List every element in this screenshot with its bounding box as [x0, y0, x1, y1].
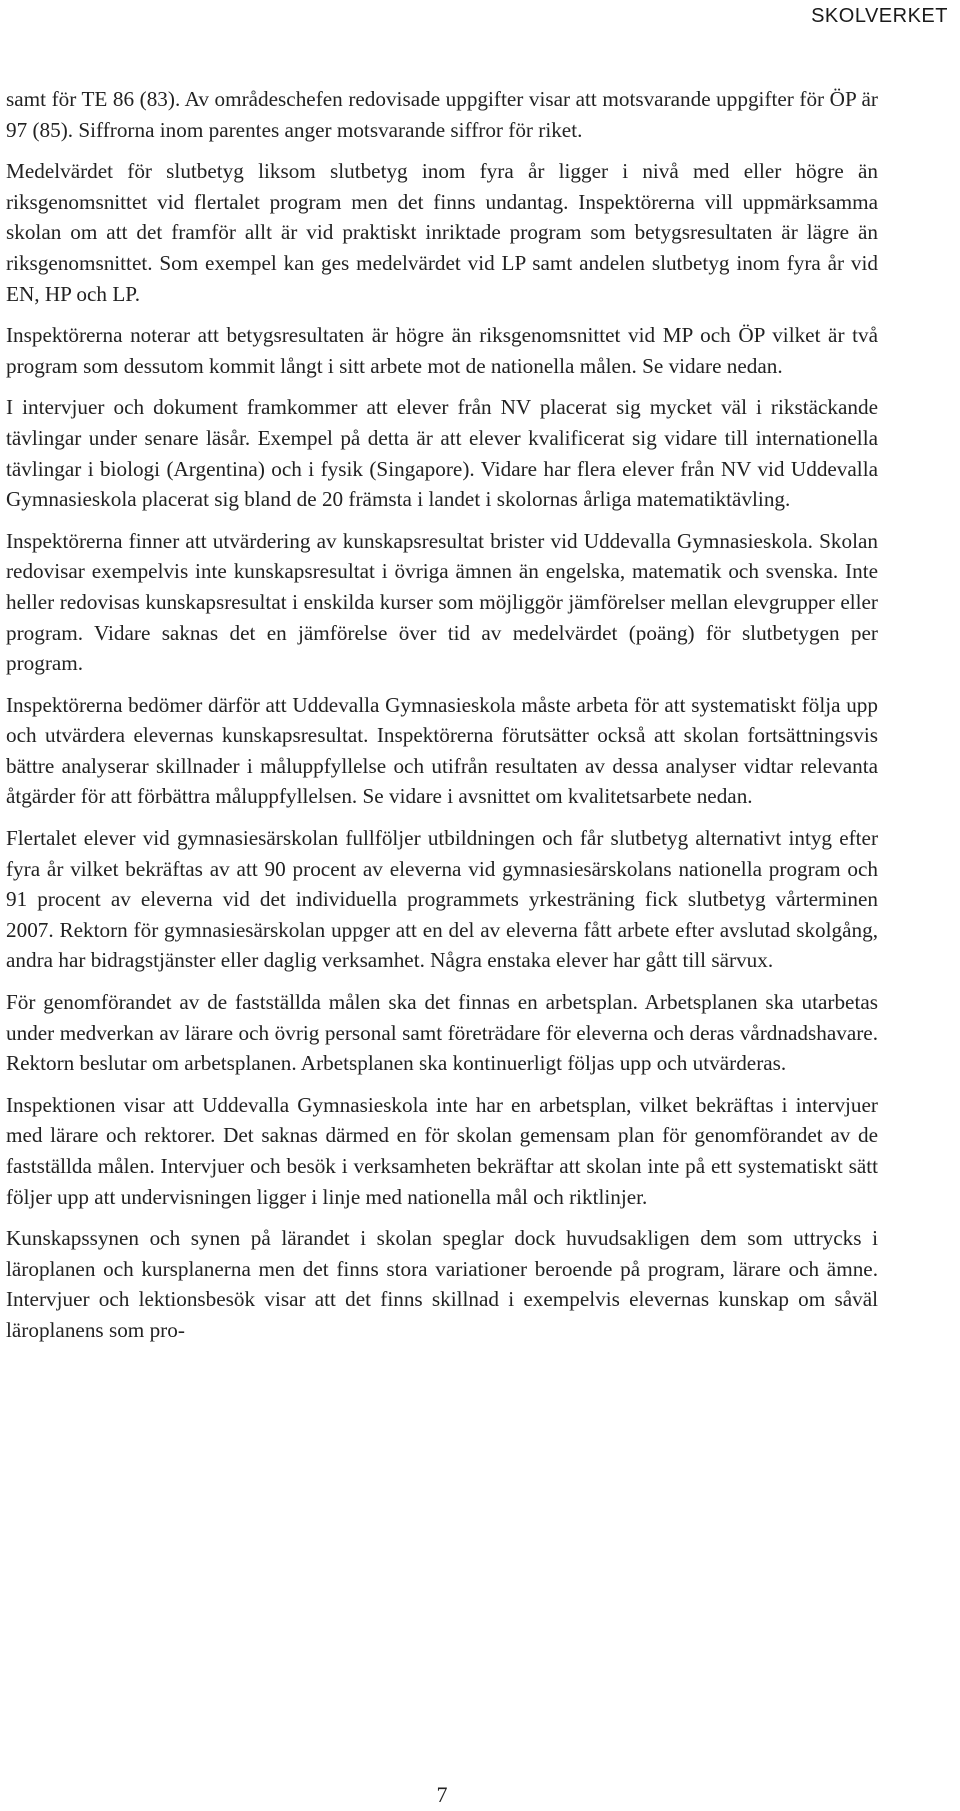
- document-header-label: SKOLVERKET: [811, 5, 948, 27]
- paragraph: Flertalet elever vid gymnasiesärskolan fullföljer utbildningen och får slutbetyg alternativt intyg efter fyra år vilket bekräftas av att 90 procent av eleverna vid gymnasiesärskolans nationella program och 91 procent av eleverna vid det individuella programmets yrkesträning fick slutbetyg vårterminen 2007. Rektorn för gymnasiesärskolan uppger att en del av eleverna fått arbete efter avslutad skolgång, andra har bidragstjänster eller daglig verksamhet. Några enstaka elever har gått till särvux.: [6, 826, 878, 973]
- document-body: [6, 84, 878, 1357]
- paragraph: I intervjuer och dokument framkommer att elever från NV placerat sig mycket väl i rikstäckande tävlingar under senare läsår. Exempel på detta är att elever kvalificerat sig vidare till internationella tävlingar i biologi (Argentina) och i fysik (Singapore). Vidare har flera elever från NV vid Uddevalla Gymnasieskola placerat sig bland de 20 främsta i landet i skolornas årliga matematiktävling.: [6, 395, 878, 512]
- paragraph: Medelvärdet för slutbetyg liksom slutbetyg inom fyra år ligger i nivå med eller högre än riksgenomsnittet vid flertalet program men det finns undantag. Inspektörerna vill uppmärksamma skolan om att det framför allt är vid praktiskt inriktade program som betygsresultaten är lägre än riksgenomsnittet. Som exempel kan ges medelvärdet vid LP samt andelen slutbetyg inom fyra år vid EN, HP och LP.: [6, 159, 878, 306]
- paragraph: Inspektionen visar att Uddevalla Gymnasieskola inte har en arbetsplan, vilket bekräftas i intervjuer med lärare och rektorer. Det saknas därmed en för skolan gemensam plan för genomförandet av de fastställda målen. Intervjuer och besök i verksamheten bekräftar att skolan inte på ett systematiskt sätt följer upp att undervisningen ligger i linje med nationella mål och riktlinjer.: [6, 1092, 878, 1209]
- paragraph: Kunskapssynen och synen på lärandet i skolan speglar dock huvudsakligen dem som uttrycks i läroplanen och kursplanerna men det finns stora variationer beroende på program, lärare och ämne. Intervjuer och lektionsbesök visar att det finns skillnad i exempelvis elevernas kunskap om såväl läroplanens som pro-: [6, 1226, 878, 1342]
- paragraph: Inspektörerna finner att utvärdering av kunskapsresultat brister vid Uddevalla Gymnasieskola. Skolan redovisar exempelvis inte kunskapsresultat i övriga ämnen än engelska, matematik och svenska. Inte heller redovisas kunskapsresultat i enskilda kurser som möjliggör jämförelser mellan elevgrupper eller program. Vidare saknas det en jämförelse över tid av medelvärdet (poäng) för slutbetygen per program.: [6, 528, 878, 676]
- paragraph: För genomförandet av de fastställda målen ska det finnas en arbetsplan. Arbetsplanen ska utarbetas under medverkan av lärare och övrig personal samt företrädare för eleverna och deras vårdnadshavare. Rektorn beslutar om arbetsplanen. Arbetsplanen ska kontinuerligt följas upp och utvärderas.: [6, 990, 878, 1076]
- page-number: 7: [436, 1782, 448, 1807]
- paragraph: Inspektörerna bedömer därför att Uddevalla Gymnasieskola måste arbeta för att systematiskt följa upp och utvärdera elevernas kunskapsresultat. Inspektörerna förutsätter också att skolan fortsättningsvis bättre analyserar skillnader i måluppfyllelse och utifrån resultaten av dessa analyser vidtar relevanta åtgärder för att förbättra måluppfyllelsen. Se vidare i avsnittet om kvalitetsarbete nedan.: [6, 692, 878, 809]
- paragraph: Inspektörerna noterar att betygsresultaten är högre än riksgenomsnittet vid MP och ÖP vilket är två program som dessutom kommit långt i sitt arbete mot de nationella målen. Se vidare nedan.: [6, 323, 878, 378]
- paragraph: samt för TE 86 (83). Av områdeschefen redovisade uppgifter visar att motsvarande uppgifter för ÖP är 97 (85). Siffrorna inom parentes anger motsvarande siffror för riket.: [6, 87, 878, 142]
